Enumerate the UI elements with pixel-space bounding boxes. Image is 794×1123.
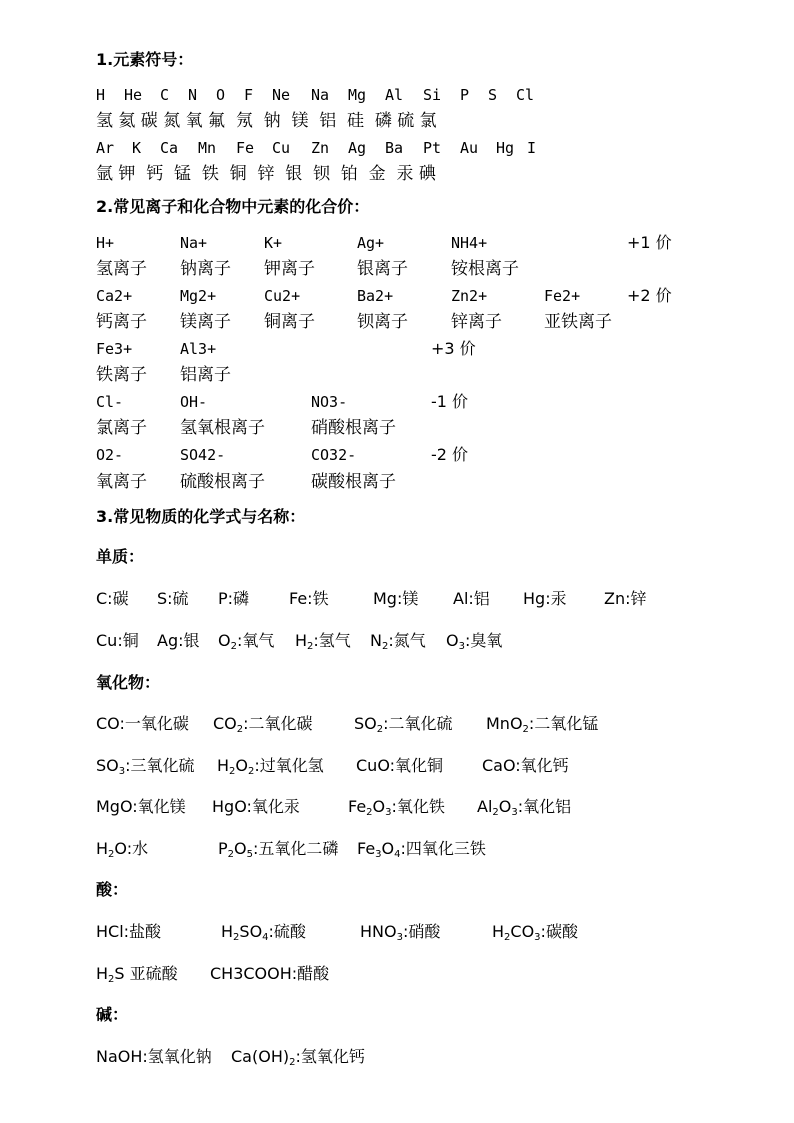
ion-name: 氯离子	[96, 418, 147, 438]
ion-name: 钙离子	[96, 312, 147, 332]
substance-entry: NaOH:氢氧化钠	[96, 1047, 212, 1066]
ion-name: 铜离子	[264, 312, 315, 332]
substance-entry: $H_2CO_3$:碳酸	[492, 922, 578, 943]
substance-name: 氧化铝	[523, 797, 572, 816]
section3-title: 3.常见物质的化学式与名称：	[96, 507, 306, 526]
substance-name: 氮气	[393, 631, 426, 650]
substance-entry: $H_2O$:水	[96, 839, 149, 860]
symbol: Cl	[516, 86, 535, 104]
ion-name: 钡离子	[357, 312, 408, 332]
symbol: Mg	[348, 86, 367, 104]
oxides-heading: 氧化物：	[96, 673, 161, 692]
symbol: Ca	[160, 139, 179, 157]
ion-name: 钾离子	[264, 259, 315, 279]
substance-name: 三氧化硫	[130, 756, 195, 775]
valence-label: -2 价	[431, 445, 469, 464]
substance-entry: C:碳	[96, 589, 129, 608]
substance-name: 氧气	[242, 631, 275, 650]
ion-formula: SO42-	[180, 446, 226, 464]
symbol: C	[160, 86, 170, 104]
substance-entry: $Fe_3O_4$:四氧化三铁	[357, 839, 486, 860]
substance-entry: $P_2O_5$:五氧化二磷	[218, 839, 339, 860]
substance-entry: Cu:铜	[96, 631, 139, 650]
substance-entry: $HNO_3$:硝酸	[360, 922, 441, 943]
substance-name: 二氧化硫	[388, 714, 453, 733]
ion-formula: CO32-	[311, 446, 357, 464]
substance-entry: HgO:氧化汞	[212, 797, 300, 816]
bases-heading: 碱：	[96, 1005, 129, 1024]
ion-name: 碳酸根离子	[311, 472, 396, 492]
substance-name: 水	[132, 839, 149, 858]
ion-name: 银离子	[357, 259, 408, 279]
substance-name: 硝酸	[408, 922, 441, 941]
ion-formula: Na+	[180, 234, 208, 252]
substance-name: 过氧化氢	[259, 756, 324, 775]
substance-entry: $SO_2$:二氧化硫	[354, 714, 453, 735]
symbol: P	[460, 86, 470, 104]
ion-name: 亚铁离子	[544, 312, 612, 332]
ion-formula: Zn2+	[451, 287, 488, 305]
ion-formula: NH4+	[451, 234, 488, 252]
substance-name: 臭氧	[470, 631, 503, 650]
symbol: Na	[311, 86, 330, 104]
substance-entry: Al:铝	[453, 589, 490, 608]
symbol: He	[124, 86, 143, 104]
substance-entry: CH3COOH:醋酸	[210, 964, 330, 983]
symbol: Zn	[311, 139, 330, 157]
ion-name: 氧离子	[96, 472, 147, 492]
section1-title: 1.元素符号：	[96, 50, 194, 69]
substance-entry: MnO$_2$:二氧化锰	[486, 714, 599, 735]
valence-label: +3 价	[431, 339, 476, 358]
ion-name: 镁离子	[180, 312, 231, 332]
symbol: Al	[385, 86, 404, 104]
substance-entry: MgO:氧化镁	[96, 797, 186, 816]
substance-entry: $O_3$:臭氧	[446, 631, 503, 652]
substance-entry: Fe:铁	[289, 589, 329, 608]
element-names-row2: 氩 钾 钙 锰 铁 铜 锌 银 钡 铂 金 汞 碘	[96, 164, 436, 184]
symbol: O	[216, 86, 226, 104]
substance-entry: $SO_3$:三氧化硫	[96, 756, 195, 777]
symbol: F	[244, 86, 254, 104]
ion-name: 硝酸根离子	[311, 418, 396, 438]
ion-name: 钠离子	[180, 259, 231, 279]
substance-entry: $N_2$:氮气	[370, 631, 426, 652]
ion-name: 锌离子	[451, 312, 502, 332]
substance-entry: Zn:锌	[604, 589, 647, 608]
symbol: Hg	[496, 139, 515, 157]
section2-title: 2.常见离子和化合物中元素的化合价：	[96, 197, 370, 216]
substance-name: 氢氧化钙	[300, 1047, 365, 1066]
ion-formula: K+	[264, 234, 283, 252]
valence-label: +1 价	[627, 233, 672, 252]
ion-name: 铵根离子	[451, 259, 519, 279]
substance-entry: $Al_2O_3$:氧化铝	[477, 797, 572, 818]
ion-name: 铁离子	[96, 365, 147, 385]
substance-entry: $H_2SO_4$:硫酸	[221, 922, 306, 943]
substance-entry: CuO:氧化铜	[356, 756, 444, 775]
ion-formula: Fe3+	[96, 340, 133, 358]
substance-entry: $H_2$:氢气	[295, 631, 351, 652]
symbol: Pt	[423, 139, 442, 157]
substance-entry: Hg:汞	[523, 589, 567, 608]
substance-entry: CaO:氧化钙	[482, 756, 569, 775]
substance-name: 硫酸	[273, 922, 306, 941]
substance-name: 亚硫酸	[129, 964, 178, 983]
valence-label: +2 价	[627, 286, 672, 305]
ion-formula: Cu2+	[264, 287, 301, 305]
acids-heading: 酸：	[96, 880, 129, 899]
symbol: Ba	[385, 139, 404, 157]
symbol: Mn	[198, 139, 217, 157]
symbol: Ag	[348, 139, 367, 157]
element-names-row1: 氢 氦 碳 氮 氧 氟 氖 钠 镁 铝 硅 磷 硫 氯	[96, 111, 437, 131]
ion-name: 铝离子	[180, 365, 231, 385]
ion-name: 氢离子	[96, 259, 147, 279]
substance-entry: Mg:镁	[373, 589, 419, 608]
substance-entry: $CO_2$:二氧化碳	[213, 714, 313, 735]
symbol: Ar	[96, 139, 115, 157]
ion-name: 硫酸根离子	[180, 472, 265, 492]
symbol: I	[527, 139, 537, 157]
symbol: Au	[460, 139, 479, 157]
symbol: K	[132, 139, 142, 157]
substance-entry: $O_2$:氧气	[218, 631, 275, 652]
ion-formula: Fe2+	[544, 287, 581, 305]
ion-formula: O2-	[96, 446, 124, 464]
symbol: Fe	[236, 139, 255, 157]
substance-name: 四氧化三铁	[405, 839, 486, 858]
ion-formula: Al3+	[180, 340, 217, 358]
substance-name: 碳酸	[545, 922, 578, 941]
ion-name: 氢氧根离子	[180, 418, 265, 438]
substance-entry: $H_2S$ 亚硫酸	[96, 964, 178, 985]
substance-name: 五氧化二磷	[258, 839, 339, 858]
substance-name: 二氧化碳	[248, 714, 313, 733]
substance-entry: $H_2O_2$:过氧化氢	[217, 756, 324, 777]
substance-entry: $Ca(OH)_2$:氢氧化钙	[231, 1047, 365, 1068]
substance-name: 氢气	[318, 631, 351, 650]
ion-formula: Ag+	[357, 234, 385, 252]
ion-formula: Ca2+	[96, 287, 133, 305]
ion-formula: Ba2+	[357, 287, 394, 305]
symbol: H	[96, 86, 106, 104]
substance-entry: HCl:盐酸	[96, 922, 162, 941]
symbol: Ne	[272, 86, 291, 104]
ion-formula: Cl-	[96, 393, 124, 411]
elements-heading: 单质：	[96, 547, 145, 566]
ion-formula: Mg2+	[180, 287, 217, 305]
substance-entry: $Fe_2O_3$:氧化铁	[348, 797, 445, 818]
substance-name: 氧化铁	[396, 797, 445, 816]
substance-entry: CO:一氧化碳	[96, 714, 189, 733]
ion-formula: NO3-	[311, 393, 348, 411]
substance-entry: P:磷	[218, 589, 250, 608]
symbol: Si	[423, 86, 442, 104]
substance-entry: S:硫	[157, 589, 189, 608]
symbol: Cu	[272, 139, 291, 157]
symbol: N	[188, 86, 198, 104]
symbol: S	[488, 86, 498, 104]
substance-name: 二氧化锰	[534, 714, 599, 733]
ion-formula: H+	[96, 234, 115, 252]
ion-formula: OH-	[180, 393, 208, 411]
valence-label: -1 价	[431, 392, 469, 411]
substance-entry: Ag:银	[157, 631, 200, 650]
